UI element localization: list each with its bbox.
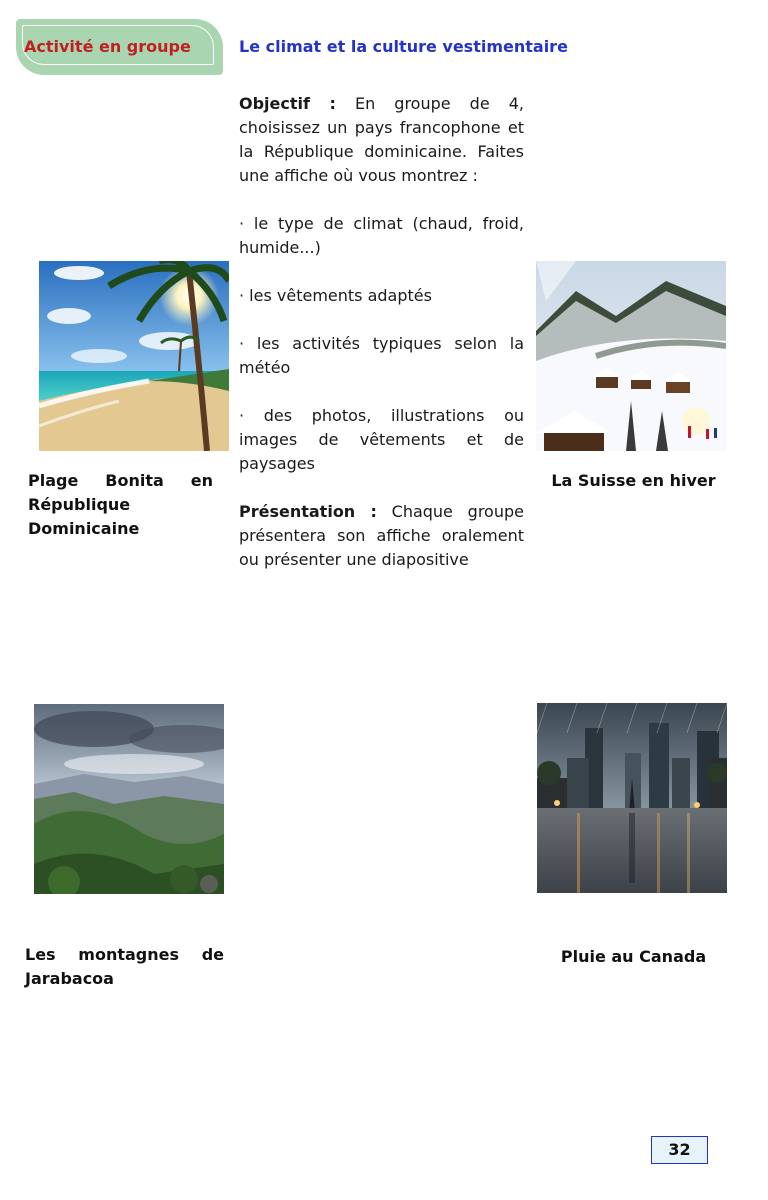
- rainy-city-photo: [537, 703, 727, 893]
- mountains-caption: Les montagnes de Jarabacoa: [25, 945, 224, 988]
- swiss-caption: La Suisse en hiver: [551, 471, 716, 490]
- snowy-village-photo: [536, 261, 726, 451]
- page-title: Le climat et la culture vestimentaire: [239, 37, 568, 56]
- presentation-label: Présentation :: [239, 502, 377, 521]
- beach-photo: [39, 261, 229, 451]
- bullet-clothes: · les vêtements adaptés: [239, 286, 432, 305]
- objective-text: En groupe de 4, choisissez un pays francophone et la République dominicaine. Faites une affiche où vous montrez :: [239, 94, 524, 185]
- canada-caption: Pluie au Canada: [560, 947, 707, 966]
- beach-caption: Plage Bonita en République Dominicaine: [28, 471, 213, 538]
- page-number: 32: [651, 1136, 708, 1164]
- presentation-paragraph: [239, 500, 524, 572]
- activity-tab-label: Activité en groupe: [24, 37, 191, 56]
- presentation-text: Chaque groupe présentera son affiche oralement ou présenter une diapositive: [239, 502, 524, 569]
- bullet-photos: · des photos, illustrations ou images de vêtements et de paysages: [239, 406, 524, 473]
- mountains-photo: [34, 704, 224, 894]
- bullet-activities: · les activités typiques selon la météo: [239, 334, 524, 377]
- objective-label: Objectif :: [239, 94, 336, 113]
- bullet-climate: · le type de climat (chaud, froid, humide...): [239, 214, 524, 257]
- instructions-block: [239, 92, 524, 596]
- objective-paragraph: [239, 92, 524, 188]
